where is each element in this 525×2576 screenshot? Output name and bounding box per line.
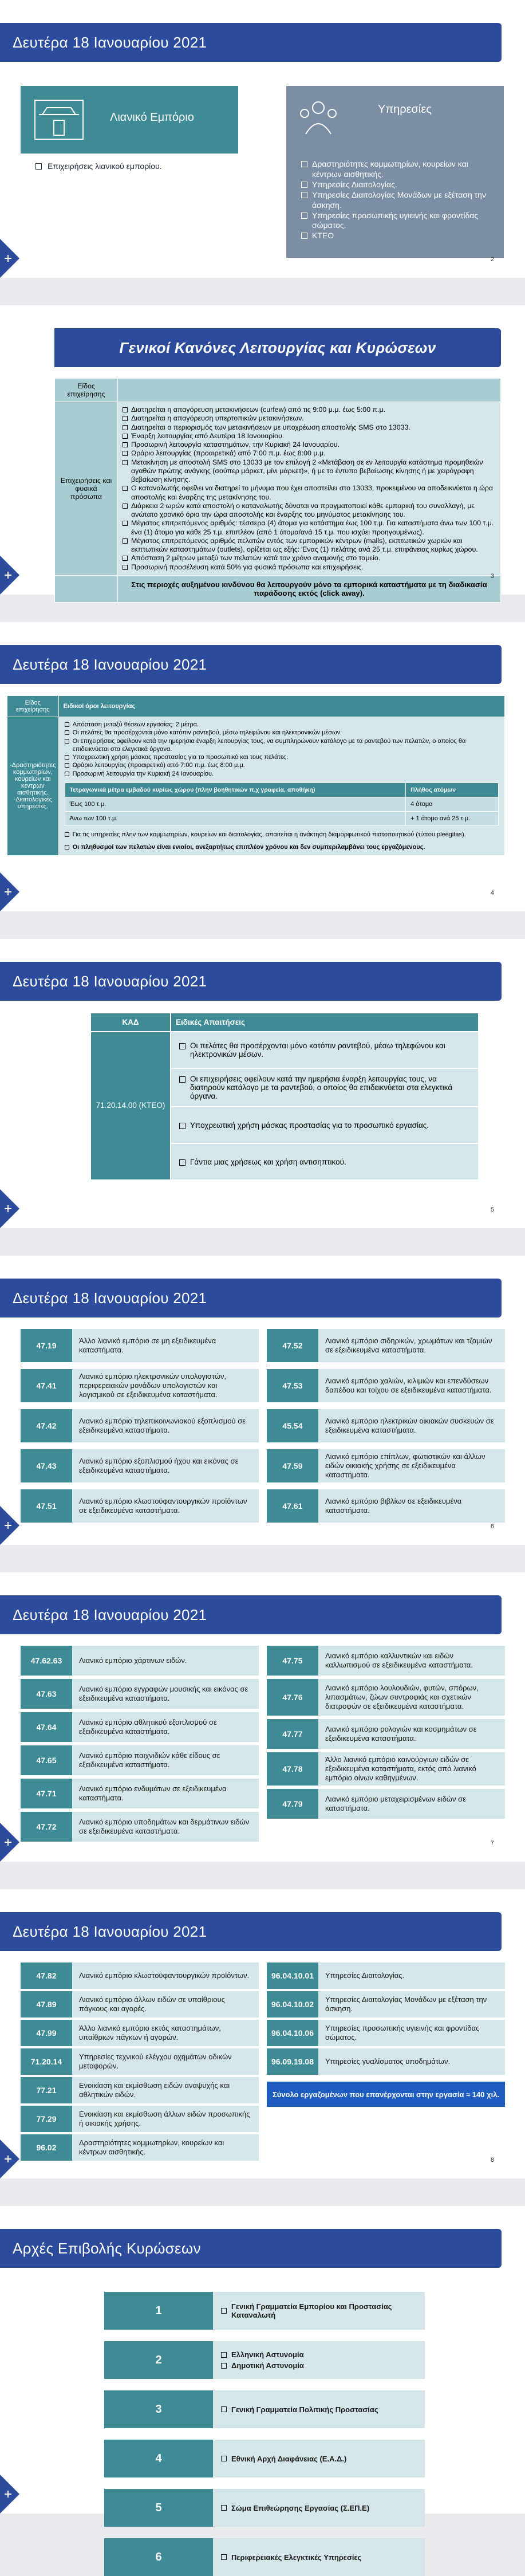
list-item: Για τις υπηρεσίες πλην των κομμωτηρίων, κουρείων και διαιτολογίας, απαιτείται η ανάκτηση διαμορφωτικού πιστοποιητικού (τύπου pleegitas).: [65, 831, 499, 839]
slide-1: [0, 0, 525, 278]
list-item: Οι επιχειρήσεις οφείλουν κατά την ημερήσια έναρξη λειτουργίας τους, να διατηρούν κατάλογο με τα ραντεβού, ο οποίος θα επιδεικνύεται στα ελεγκτικά όργανα.: [179, 1075, 470, 1100]
total-workers-banner: Σύνολο εργαζομένων που επανέρχονται στην εργασία ≈ 140 χιλ.: [267, 2082, 505, 2107]
list-item: Γάντια μιας χρήσεως και χρήση αντισηπτικού.: [179, 1158, 470, 1166]
list-item: Υποχρεωτική χρήση μάσκας προστασίας για το προσωπικό εργασίας.: [179, 1121, 470, 1130]
list-item: Δραστηριότητες κομμωτηρίων, κουρείων και κέντρων αισθητικής.: [301, 159, 494, 180]
retail-card: [21, 86, 238, 258]
list-item: Οι επιχειρήσεις οφείλουν κατά την ημερήσια έναρξη λειτουργίας τους, να συμπληρώνουν κατάλογο με τα ραντεβού των πελατών, ο οποίος θα επιδεικνύεται στα ελεγκτικά όργανα.: [65, 737, 499, 754]
list-item: Υπηρεσίες προσωπικής υγιεινής και φροντίδας σώματος.: [301, 211, 494, 231]
kad-row: 47.71 Λιανικό εμπόριο ενδυμάτων σε εξειδικευμένα καταστήματα.: [21, 1779, 259, 1808]
list-item: Ωράριο λειτουργίας (προαιρετικά) από 7:00 π.μ. έως 8:00 μ.μ.: [123, 449, 495, 458]
services-card: [286, 86, 504, 258]
slide-title: Δευτέρα 18 Ιανουαρίου 2021: [0, 645, 502, 684]
list-item: Υποχρεωτική χρήση μάσκας προστασίας για το προσωπικό και τους πελάτες.: [65, 753, 499, 761]
kad-grid: [21, 1329, 505, 1523]
conditions-table: Είδος επιχείρησης Ειδικοί όροι λειτουργίας -Δραστηριότητες κομμωτηρίων, κουρείων και κέντρων αισθητικής. -Διαιτολογικές υπηρεσίες. Απόσταση μεταξύ θέσεων εργασίας: 2 μέτρα. Οι πελάτες θα προσέρχονται μόνο κατόπιν ραντεβού, μέσω τηλεφώνου και ηλεκτρονικών μέσων. Οι επιχειρήσεις οφείλουν κατά την ημερήσια έναρξη λειτουργίας τους, να συμπληρώνουν κατάλογο με τα ραντεβού των πελατών, ο οποίος θα επιδεικνύεται στα ελεγκτικά όργανα. Υποχρεωτική χρήση μάσκας προστασίας για το προσωπικό και τους πελάτες. Ωράριο λειτουργίας (προαιρετικό) από 7:00 π.μ. έως 8:00 μ.μ. Προσωρινή λειτουργία την Κυριακή 24 Ιανουαρίου. Τετραγωνικά μέτρα εμβαδού κυρίως χώρου (πλην βοηθητικών π.χ γραφεία, αποθήκη) Πλήθος ατόμων Έως 100 τ.μ. 4 άτομα Άνω των 100 τ.μ. + 1 άτομο ανά 25 τ.μ. Για τις υπηρεσίες πλην των κομμωτηρίων, κουρείων και διαιτολογίας, απαιτείται η ανάκτηση διαμορφωτικού πιστοποιητικού (τύπου pleegitas). Οι πληθυσμοί των πελατών είναι ενιαίοι, ανεξαρτήτως επιπλέον χρόνου και δεν συμπεριλαμβάνει τους εργαζόμενους.: [7, 695, 505, 856]
retail-title: Λιανικό Εμπόριο: [110, 111, 194, 124]
slide-2: [0, 305, 525, 595]
kad-row: 47.59 Λιανικό εμπόριο επίπλων, φωτιστικών και άλλων ειδών οικιακής χρήσης σε εξειδικευμένα καταστήματα.: [267, 1449, 505, 1482]
list-item: Υπηρεσίες Διαιτολογίας Μονάδων με εξέταση την άσκηση.: [301, 190, 494, 211]
list-item: Διατηρείται η απαγόρευση μετακινήσεων (curfew) από τις 9:00 μ.μ. έως 5:00 π.μ.: [123, 406, 495, 414]
slide-6: [0, 1572, 525, 1862]
list-item: ΚΤΕΟ: [301, 231, 494, 241]
capacity-table: Τετραγωνικά μέτρα εμβαδού κυρίως χώρου (πλην βοηθητικών π.χ γραφεία, αποθήκη) Πλήθος ατόμων Έως 100 τ.μ. 4 άτομα Άνω των 100 τ.μ. + 1 άτομο ανά 25 τ.μ.: [65, 782, 499, 826]
list-item: Ο καταναλωτής οφείλει να διατηρεί το μήνυμα που έχει αποστείλει στο 13033, προκειμένου να αποδεικνύεται η ώρα αποστολής και έναρξης της μετακίνησης του.: [123, 484, 495, 502]
page-number: 5: [490, 1206, 494, 1213]
list-item: Ωράριο λειτουργίας (προαιρετικό) από 7:00 π.μ. έως 8:00 μ.μ.: [65, 761, 499, 769]
kad-row: 47.99 Άλλο λιανικό εμπόριο εκτός καταστημάτων, υπαίθριων πάγκων ή αγορών.: [21, 2020, 259, 2046]
list-item: Υπηρεσίες Διαιτολογίας.: [301, 180, 494, 190]
slide-title: Δευτέρα 18 Ιανουαρίου 2021: [0, 23, 502, 62]
page-number: 6: [490, 1523, 494, 1530]
slide-title: Γενικοί Κανόνες Λειτουργίας και Κυρώσεων: [54, 328, 501, 367]
kad-row: 47.64 Λιανικό εμπόριο αθλητικού εξοπλισμού σε εξειδικευμένα καταστήματα.: [21, 1712, 259, 1742]
authority-row: 4 Εθνική Αρχή Διαφάνειας (Ε.Α.Δ.): [104, 2440, 425, 2477]
logo-icon: [0, 1506, 19, 1545]
kad-row: 71.20.14 Υπηρεσίες τεχνικού ελέγχου οχημάτων οδικών μεταφορών.: [21, 2048, 259, 2075]
kad-row: 47.41 Λιανικό εμπόριο ηλεκτρονικών υπολογιστών, περιφερειακών μονάδων υπολογιστών και λογισμικού σε εξειδικευμένα καταστήματα.: [21, 1369, 259, 1402]
kad-row: 47.61 Λιανικό εμπόριο βιβλίων σε εξειδικευμένα καταστήματα.: [267, 1489, 505, 1523]
kad-row: 47.72 Λιανικό εμπόριο υποδημάτων και δερμάτινων ειδών σε εξειδικευμένα καταστήματα.: [21, 1812, 259, 1842]
authority-row: 6 Περιφερειακές Ελεγκτικές Υπηρεσίες: [104, 2538, 425, 2576]
list-item: Προσωρινή προσέλευση κατά 50% για φυσικά πρόσωπα και επιχειρήσεις.: [123, 563, 495, 572]
kad-row: 47.51 Λιανικό εμπόριο κλωστοϋφαντουργικών προϊόντων σε εξειδικευμένα καταστήματα.: [21, 1489, 259, 1523]
page-number: 3: [490, 573, 494, 580]
kad-code: 71.20.14.00 (ΚΤΕΟ): [90, 1032, 171, 1180]
list-item: Έναρξη λειτουργίας από Δευτέρα 18 Ιανουαρίου.: [123, 432, 495, 441]
authority-row: 5 Σώμα Επιθεώρησης Εργασίας (Σ.ΕΠ.Ε): [104, 2489, 425, 2527]
kteo-table: ΚΑΔ Ειδικές Απαιτήσεις 71.20.14.00 (ΚΤΕΟ) Οι πελάτες θα προσέρχονται μόνο κατόπιν ραντεβού, μέσω τηλεφώνου και ηλεκτρονικών μέσων. Οι επιχειρήσεις οφείλουν κατά την ημερήσια έναρξη λειτουργίας τους, να διατηρούν κατάλογο με τα ραντεβού, ο οποίος θα επιδεικνύεται στα ελεγκτικά όργανα. Υποχρεωτική χρήση μάσκας προστασίας για το προσωπικό εργασίας. Γάντια μιας χρήσεως και χρήση αντισηπτικού.: [90, 1012, 479, 1181]
logo-icon: [0, 556, 19, 595]
slide-8: [0, 2206, 525, 2563]
slide-5: [0, 1256, 525, 1545]
list-item: Οι πελάτες θα προσέρχονται μόνο κατόπιν ραντεβού, μέσω τηλεφώνου και ηλεκτρονικών μέσων.: [179, 1041, 470, 1059]
authority-row: 3 Γενική Γραμματεία Πολιτικής Προστασίας: [104, 2390, 425, 2428]
kad-row: 47.78 Άλλο λιανικό εμπόριο καινούργιων ειδών σε εξειδικευμένα καταστήματα, εκτός από λιανικό εμπόριο οίνων καθηγμένων.: [267, 1752, 505, 1785]
logo-icon: [0, 2475, 19, 2514]
kad-row: 96.09.19.08 Υπηρεσίες γυαλίσματος υποδημάτων.: [267, 2048, 505, 2075]
list-item: Απόσταση 2 μέτρων μεταξύ των πελατών κατά τον χρόνο αναμονής στο ταμείο.: [123, 554, 495, 563]
table-row: Άνω των 100 τ.μ. + 1 άτομο ανά 25 τ.μ.: [65, 812, 498, 826]
list-item: Διατηρείται η απαγόρευση υπερτοπικών μετακινήσεων.: [123, 414, 495, 423]
kad-row: 96.02 Δραστηριότητες κομμωτηρίων, κουρείων και κέντρων αισθητικής.: [21, 2134, 259, 2161]
services-title: Υπηρεσίες: [378, 103, 432, 116]
logo-icon: [0, 1823, 19, 1862]
slide-3: [0, 622, 525, 911]
kad-row: 96.04.10.06 Υπηρεσίες προσωπικής υγιεινής και φροντίδας σώματος.: [267, 2020, 505, 2046]
kad-row: 47.62.63 Λιανικό εμπόριο χάρτινων ειδών.: [21, 1646, 259, 1676]
kad-row: 96.04.10.02 Υπηρεσίες Διαιτολογίας Μονάδων με εξέταση την άσκηση.: [267, 1991, 505, 2017]
list-item: Μέγιστος επιτρεπόμενος αριθμός: τέσσερα (4) άτομα για κατάστημα έως 100 τ.μ. Για καταστήματα άνω των 100 τ.μ. ένα (1) άτομο για κάθε 25 τ.μ. επιπλέον (από 1 άτομα/ανά 15 τ.μ. που ισχύει προηγουμένως).: [123, 519, 495, 537]
kad-row: 47.76 Λιανικό εμπόριο λουλουδιών, φυτών, σπόρων, λιπασμάτων, ζώων συντροφιάς και σχετικών διατροφών σε εξειδικευμένα καταστήματα.: [267, 1679, 505, 1716]
list-item: Διάρκεια 2 ωρών κατά αποστολή ο καταναλωτής δύναται να πραγματοποιεί κάθε εμπορική του συναλλαγή, με ανώτατο χρονικό όριο την ώρα αποστολής και έναρξης του μηνύματος μετακίνησης του.: [123, 502, 495, 520]
list-item: Προσωρινή λειτουργία καταστημάτων, την Κυριακή 24 Ιανουαρίου.: [123, 441, 495, 449]
logo-icon: [0, 2140, 19, 2178]
kad-row: 47.42 Λιανικό εμπόριο τηλεπικοινωνιακού εξοπλισμού σε εξειδικευμένα καταστήματα.: [21, 1409, 259, 1442]
slide-title: Δευτέρα 18 Ιανουαρίου 2021: [0, 1279, 502, 1318]
authority-row: 2 Ελληνική Αστυνομία Δημοτική Αστυνομία: [104, 2341, 425, 2379]
kad-row: 47.79 Λιανικό εμπόριο μεταχειρισμένων ειδών σε καταστήματα.: [267, 1789, 505, 1819]
list-item: Μέγιστος επιτρεπόμενος αριθμός πελατών εντός των εμπορικών κέντρων (malls), εκπτωτικών χωριών και εκπτωτικών καταστημάτων (outlets), ορίζεται ως εξής: Ένας (1) πελάτης ανά 25 τ.μ. επιφάνειας κυρίως χώρου.: [123, 537, 495, 554]
list-item: Οι πληθυσμοί των πελατών είναι ενιαίοι, ανεξαρτήτως επιπλέον χρόνου και δεν συμπεριλαμβάνει τους εργαζόμενους.: [65, 843, 499, 851]
kad-grid: [21, 1963, 505, 2161]
slide-4: [0, 939, 525, 1228]
authority-row: 1 Γενική Γραμματεία Εμπορίου και Προστασίας Καταναλωτή: [104, 2292, 425, 2330]
slide-title: Δευτέρα 18 Ιανουαρίου 2021: [0, 1912, 502, 1951]
table-row: Έως 100 τ.μ. 4 άτομα: [65, 797, 498, 812]
kad-row: 47.43 Λιανικό εμπόριο εξοπλισμού ήχου και εικόνας σε εξειδικευμένα καταστήματα.: [21, 1449, 259, 1482]
kad-row: 47.89 Λιανικό εμπόριο άλλων ειδών σε υπαίθριους πάγκους και αγορές.: [21, 1991, 259, 2017]
kad-row: 47.75 Λιανικό εμπόριο καλλυντικών και ειδών καλλωπισμού σε εξειδικευμένα καταστήματα.: [267, 1646, 505, 1676]
footer-note: Στις περιοχές αυξημένου κινδύνου θα λειτουργούν μόνο τα εμπορικά καταστήματα με τη διαδικασία παράδοσης εκτός (click away).: [118, 575, 501, 602]
slide-7: [0, 1889, 525, 2178]
list-item: Μετακίνηση με αποστολή SMS στο 13033 με τον επιλογή 2 «Μετάβαση σε εν λειτουργία κατάστημα προμηθειών αγαθών πρώτης ανάγκης (σούπερ μάρκετ, μίνι μάρκετ)», ή με το έντυπο βεβαίωσης κίνησης ή με χειρόγραφη βεβαίωση κίνησης.: [123, 458, 495, 485]
page-number: 4: [490, 890, 494, 896]
kad-grid: [21, 1646, 505, 1842]
slide-title: Δευτέρα 18 Ιανουαρίου 2021: [0, 962, 502, 1001]
list-item: Διατηρείται ο περιορισμός των μετακινήσεων με υποχρέωση αποστολής SMS στο 13033.: [123, 423, 495, 432]
list-item: Απόσταση μεταξύ θέσεων εργασίας: 2 μέτρα.: [65, 721, 499, 729]
page-number: 8: [490, 2157, 494, 2164]
kad-row: 47.77 Λιανικό εμπόριο ρολογιών και κοσμημάτων σε εξειδικευμένα καταστήματα.: [267, 1719, 505, 1749]
kad-row: 47.63 Λιανικό εμπόριο εγγραφών μουσικής και εικόνας σε εξειδικευμένα καταστήματα.: [21, 1679, 259, 1709]
kad-row: 45.54 Λιανικό εμπόριο ηλεκτρικών οικιακών συσκευών σε εξειδικευμένα καταστήματα.: [267, 1409, 505, 1442]
kad-row: 47.52 Λιανικό εμπόριο σιδηρικών, χρωμάτων και τζαμιών σε εξειδικευμένα καταστήματα.: [267, 1329, 505, 1362]
logo-icon: [0, 239, 19, 278]
people-icon: [294, 94, 342, 142]
kad-row: 47.53 Λιανικό εμπόριο χαλιών, κιλιμιών και επενδύσεων δαπέδου και τοίχου σε εξειδικευμένα καταστήματα.: [267, 1369, 505, 1402]
list-item: Οι πελάτες θα προσέρχονται μόνο κατόπιν ραντεβού, μέσω τηλεφώνου και ηλεκτρονικών μέσων.: [65, 729, 499, 737]
kad-row: 77.29 Ενοικίαση και εκμίσθωση άλλων ειδών προσωπικής ή οικιακής χρήσης.: [21, 2106, 259, 2132]
kad-row: 47.65 Λιανικό εμπόριο παιχνιδιών κάθε είδους σε εξειδικευμένα καταστήματα.: [21, 1745, 259, 1775]
page-number: 7: [490, 1840, 494, 1847]
kad-row: 96.04.10.01 Υπηρεσίες Διαιτολογίας.: [267, 1963, 505, 1989]
kad-row: 47.19 Άλλο λιανικό εμπόριο σε μη εξειδικευμένα καταστήματα.: [21, 1329, 259, 1362]
list-item: Προσωρινή λειτουργία την Κυριακή 24 Ιανουαρίου.: [65, 770, 499, 778]
logo-icon: [0, 1189, 19, 1228]
slide-title: Αρχές Επιβολής Κυρώσεων: [0, 2229, 502, 2268]
authorities-list: [104, 2292, 425, 2576]
slide-title: Δευτέρα 18 Ιανουαρίου 2021: [0, 1595, 502, 1634]
logo-icon: [0, 872, 19, 911]
list-item: Επιχειρήσεις λιανικού εμπορίου.: [35, 162, 223, 171]
storefront-icon: [34, 100, 84, 140]
kad-row: 77.21 Ενοικίαση και εκμίσθωση ειδών αναψυχής και αθλητικών ειδών.: [21, 2077, 259, 2103]
page-number: 2: [490, 256, 494, 263]
kad-row: 47.82 Λιανικό εμπόριο κλωστοϋφαντουργικών προϊόντων.: [21, 1963, 259, 1989]
rules-table: Είδος επιχείρησης Επιχειρήσεις και φυσικά πρόσωπα Διατηρείται η απαγόρευση μετακινήσεων (curfew) από τις 9:00 μ.μ. έως 5:00 π.μ. Διατηρείται η απαγόρευση υπερτοπικών μετακινήσεων. Διατηρείται ο περιορισμός των μετακινήσεων με υποχρέωση αποστολής SMS στο 13033. Έναρξη λειτουργίας από Δευτέρα 18 Ιανουαρίου. Προσωρινή λειτουργία καταστημάτων, την Κυριακή 24 Ιανουαρίου. Ωράριο λειτουργίας (προαιρετικά) από 7:00 π.μ. έως 8:00 μ.μ. Μετακίνηση με αποστολή SMS στο 13033 με τον επιλογή 2 «Μετάβαση σε εν λειτουργία κατάστημα προμηθειών αγαθών πρώτης ανάγκης (σούπερ μάρκετ, μίνι μάρκετ)», ή με το έντυπο βεβαίωσης κίνησης ή με χειρόγραφη βεβαίωση κίνησης. Ο καταναλωτής οφείλει να διατηρεί το μήνυμα που έχει αποστείλει στο 13033, προκειμένου να αποδεικνύεται η ώρα αποστολής και έναρξης της μετακίνησης του. Διάρκεια 2 ωρών κατά αποστολή ο καταναλωτής δύναται να πραγματοποιεί κάθε εμπορική του συναλλαγή, με ανώτατο χρονικό όριο την ώρα αποστολής και έναρξης του μηνύματος μετακίνησης του. Μέγιστος επιτρεπόμενος αριθμός: τέσσερα (4) άτομα για κατάστημα έως 100 τ.μ. Για καταστήματα άνω των 100 τ.μ. ένα (1) άτομο για κάθε 25 τ.μ. επιπλέον (από 1 άτομα/ανά 15 τ.μ. που ισχύει προηγουμένως). Μέγιστος επιτρεπόμενος αριθμός πελατών εντός των εμπορικών κέντρων (malls), εκπτωτικών χωριών και εκπτωτικών καταστημάτων (outlets), ορίζεται ως εξής: Ένας (1) πελάτης ανά 25 τ.μ. επιφάνειας κυρίως χώρου. Απόσταση 2 μέτρων μεταξύ των πελατών κατά τον χρόνο αναμονής στο ταμείο. Προσωρινή προσέλευση κατά 50% για φυσικά πρόσωπα και επιχειρήσεις. Στις περιοχές αυξημένου κινδύνου θα λειτουργούν μόνο τα εμπορικά καταστήματα με τη διαδικασία παράδοσης εκτός (click away).: [54, 378, 501, 603]
